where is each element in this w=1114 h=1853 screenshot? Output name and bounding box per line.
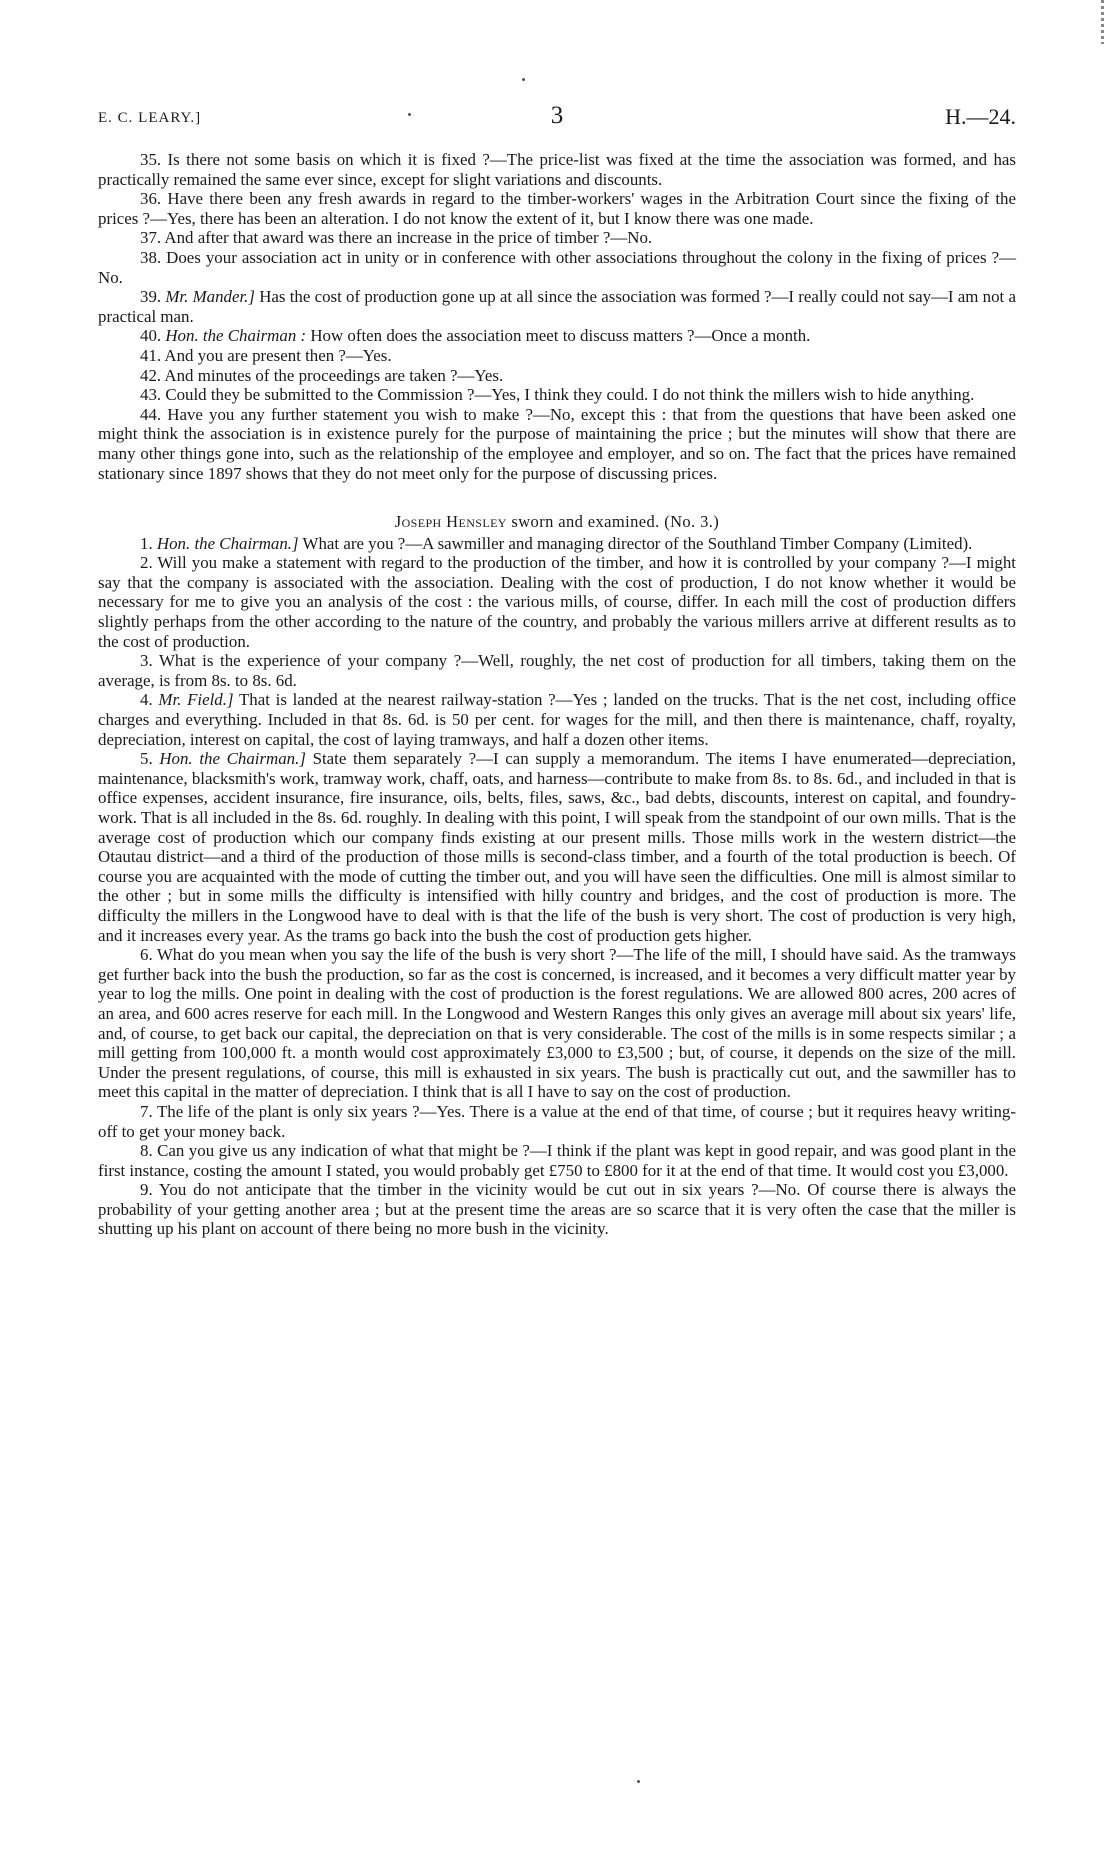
witness-paragraph-4-number: 4. [140,690,153,710]
witness-paragraph-5-text: State them separately ?—I can supply a memorandum. The items I have enumerated—depreciation, maintenance, blacksmith's work, tramway work, chaff, oats, and harness—contribute to make from 8s. to 8s. 6d., and included in that is office expenses, accident insurance, fire insurance, oils, belts, files, saws, &c., bad debts, discounts, interest on capital, and foundry-work. That is all included in the 8s. 6d. roughly. In dealing with this point, I will speak from the standpoint of our own mills. That is the average cost of production which our company finds existing at our present mills. Those mills work in the western district—the Otautau district—and a third of the production of those mills is second-class timber, and a fourth of the total production is beech. Of course you are acquainted with the mode of cutting the timber out, and you will have seen the difficulties. One mill is almost similar to the other ; but in some mills the difficulty is intensified with hilly country and bridges, and the cost of production is more. The difficulty the millers in the Longwood have to deal with is that the life of the bush is very short. The cost of production is very high, and it increases every year. As the trams go back into the bush the cost of production gets higher. [98,749,1016,945]
witness-name: Joseph Hensley [394,512,507,532]
witness-heading [98,512,1016,532]
witness-paragraph-7: 7. The life of the plant is only six years ?—Yes. There is a value at the end of that time, of course ; but it requires heavy writing-off to get your money back. [98,1101,1016,1141]
witness-paragraph-8: 8. Can you give us any indication of what that might be ?—I think if the plant was kept in good repair, and was good plant in the first instance, costing the amount I stated, you would probably get £750 to £800 for it at the end of that time. It would cost you £3,000. [98,1141,1016,1180]
paragraph-40-text: How often does the association meet to discuss matters ?—Once a month. [310,326,811,346]
paragraph-39 [98,287,1016,326]
document-reference: H.—24. [945,104,1016,129]
print-speck [408,113,411,116]
paragraph-38: 38. Does your association act in unity or in conference with other associations throughout the colony in the fixing of prices ?—No. [98,247,1016,287]
witness-paragraph-1 [98,534,1016,554]
witness-paragraph-5-number: 5. [140,749,153,769]
print-speck [522,78,525,81]
paragraph-43: 43. Could they be submitted to the Commission ?—Yes, I think they could. I do not think the millers wish to hide anything. [140,385,975,405]
header-witness-name: E. C. LEARY.] [98,110,202,126]
witness-paragraph-5-speaker: Hon. the Chairman.] [159,749,306,769]
witness-paragraph-6: 6. What do you mean when you say the life of the bush is very short ?—The life of the mill, I should have said. As the tramways get further back into the bush the production, so far as the cost is concerned, is increased, and it becomes a very difficult matter year by year to log the mills. One point in dealing with the cost of production is the forest regulations. We are allowed 800 acres, 200 acres of an area, and 600 acres reserve for each mill. In the Longwood and Western Ranges this only gives an average mill about six years' life, and, of course, to get back our capital, the depreciation on that is very considerable. The cost of the mills is in some respects similar ; a mill getting from 100,000 ft. a month would cost approximately £3,000 to £3,500 ; but, of course, it depends on the size of the mill. Under the present regulations, of course, this mill is exhausted in six years. The bush is practically cut out, and the sawmiller has to meet this capital in the matter of depreciation. I think that is all I have to say on the cost of production. [98,945,1016,1102]
witness-paragraph-3: 3. What is the experience of your company ?—Well, roughly, the net cost of production for all timbers, taking them on the average, is from 8s. to 8s. 6d. [98,651,1016,690]
page-header [98,104,1016,138]
witness-paragraph-4-text: That is landed at the nearest railway-station ?—Yes ; landed on the trucks. That is the net cost, including office charges and everything. Included in that 8s. 6d. is 50 per cent. for wages for the mill, and then there is maintenance, chaff, royalty, depreciation, interest on capital, the cost of laying tramways, and half a dozen other items. [98,690,1016,749]
document-body [98,150,1016,1239]
witness-heading-rest: sworn and examined. (No. 3.) [511,512,720,532]
paragraph-39-number: 39. [140,287,162,307]
witness-paragraph-4-speaker: Mr. Field.] [158,690,234,710]
witness-paragraph-1-number: 1. [140,533,153,553]
paragraph-37: 37. And after that award was there an increase in the price of timber ?—No. [140,228,653,248]
print-speck [637,1780,640,1783]
paragraph-36: 36. Have there been any fresh awards in regard to the timber-workers' wages in the Arbitration Court since the fixing of the prices ?—Yes, there has been an alteration. I do not know the extent of it, but I know there was one made. [98,189,1016,228]
page-number: 3 [550,102,564,129]
witness-paragraph-1-text: What are you ?—A sawmiller and managing director of the Southland Timber Company (Limited). [302,533,973,553]
witness-paragraph-1-speaker: Hon. the Chairman.] [156,533,299,553]
witness-paragraph-4 [98,690,1016,749]
paragraph-40-speaker: Hon. the Chairman : [165,326,307,346]
paragraph-41: 41. And you are present then ?—Yes. [140,345,392,365]
paragraph-44: 44. Have you any further statement you wish to make ?—No, except this : that from the questions that have been asked one might think the association is in existence purely for the purpose of maintaining the price ; but the minutes will show that there are many other things gone into, such as the relationship of the employee and employer, and so on. The fact that the prices have remained stationary since 1897 shows that they do not meet only for the purpose of discussing prices. [98,404,1016,483]
paragraph-40-number: 40. [140,326,162,346]
page-edge-mark [1101,0,1104,44]
paragraph-35: 35. Is there not some basis on which it is fixed ?—The price-list was fixed at the time the association was formed, and has practically remained the same ever since, except for slight variations and discounts. [98,150,1016,189]
paragraph-40 [98,326,1016,346]
paragraph-42: 42. And minutes of the proceedings are taken ?—Yes. [140,365,504,385]
witness-paragraph-5 [98,749,1016,945]
witness-paragraph-9: 9. You do not anticipate that the timber in the vicinity would be cut out in six years ?—No. Of course there is always the probability of your getting another area ; but at the present time the areas are so scarce that it is very often the case that the miller is shutting up his plant on account of there being no more bush in the vicinity. [98,1180,1016,1239]
paragraph-39-speaker: Mr. Mander.] [165,287,255,307]
paragraph-39-text: Has the cost of production gone up at all since the association was formed ?—I really could not say—I am not a practical man. [98,287,1016,326]
witness-paragraph-2: 2. Will you make a statement with regard to the production of the timber, and how it is controlled by your company ?—I might say that the company is associated with the association. Dealing with the cost of production, I do not know whether it would be necessary for me to give you an analysis of the cost : the various mills, of course, differ. In each mill the cost of production differs slightly perhaps from the other according to the nature of the country, and probably the various millers arrive at different results as to the cost of production. [98,553,1016,651]
